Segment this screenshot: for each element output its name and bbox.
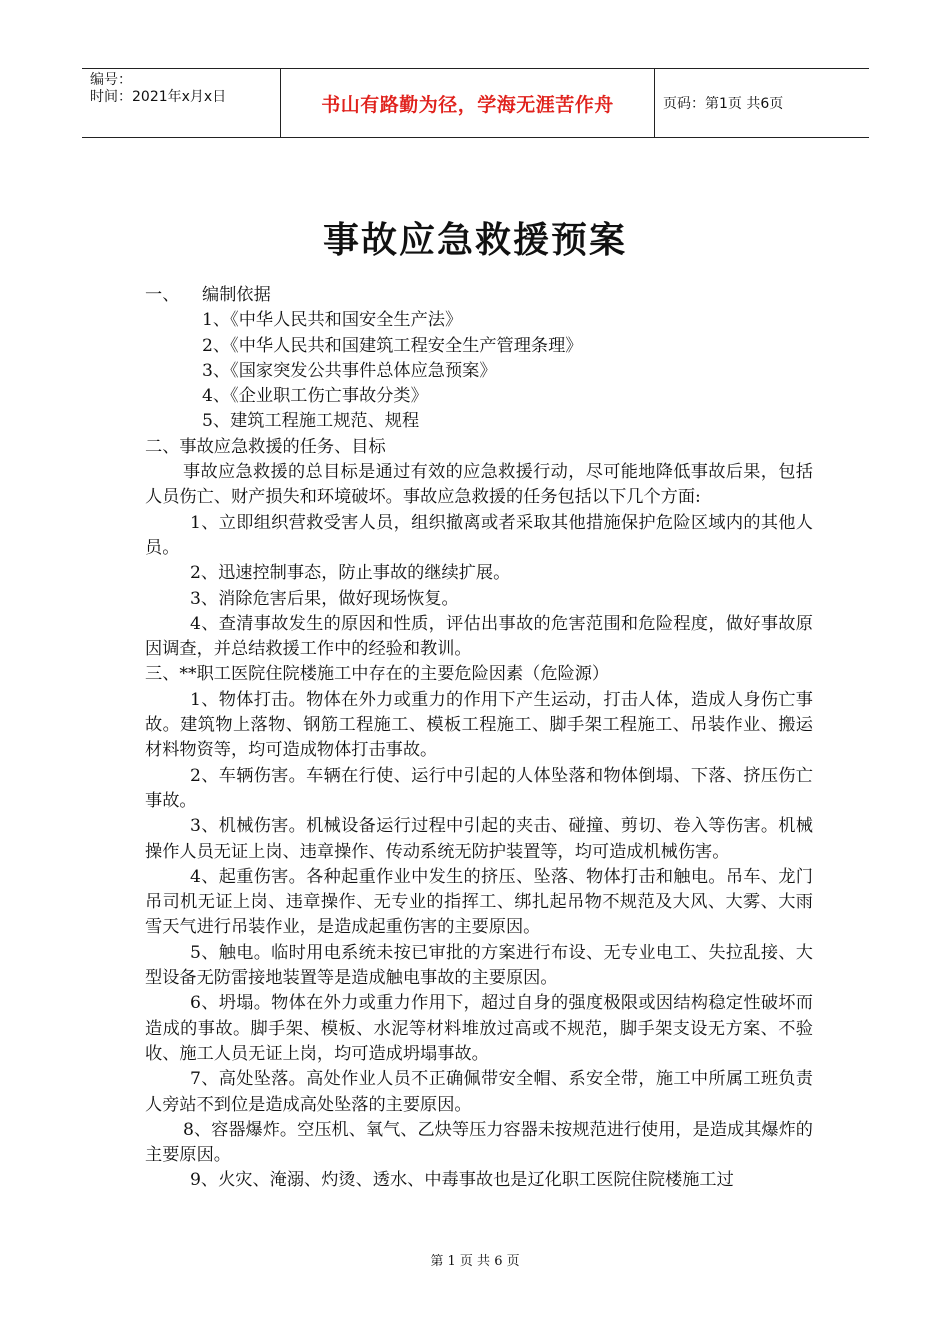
list-item: 5、触电。临时用电系统未按已审批的方案进行布设、无专业电工、失拉乱接、大型设备无防雷接地装置等是造成触电事故的主要原因。: [145, 942, 813, 989]
header-table: [82, 68, 869, 138]
page-footer: 第 1 页 共 6 页: [430, 1254, 520, 1269]
header-page-info: 页码：第1页 共6页: [663, 96, 784, 112]
section-heading: 一、 编制依据: [145, 285, 271, 305]
list-item: 1、物体打击。物体在外力或重力的作用下产生运动，打击人体，造成人身伤亡事故。建筑物上落物、钢筋工程施工、模板工程施工、脚手架工程施工、吊装作业、搬运材料物资等，均可造成物体打击事故。: [145, 689, 813, 761]
list-item: 8、容器爆炸。空压机、氧气、乙炔等压力容器未按规范进行使用，是造成其爆炸的主要原因。: [145, 1119, 813, 1166]
list-item: 9、火灾、淹溺、灼烫、透水、中毒事故也是辽化职工医院住院楼施工过: [190, 1170, 734, 1191]
document-body: [145, 283, 813, 1194]
section-heading: 二、事故应急救援的任务、目标: [145, 436, 386, 457]
list-item: 2、迅速控制事态，防止事故的继续扩展。: [190, 563, 511, 584]
list-item: 4、起重伤害。各种起重作业中发生的挤压、坠落、物体打击和触电。吊车、龙门吊司机无证上岗、违章操作、无专业的指挥工、绑扎起吊物不规范及大风、大雾、大雨雪天气进行吊装作业，是造成起重伤害的主要原因。: [145, 866, 813, 938]
list-item: 1、立即组织营救受害人员，组织撤离或者采取其他措施保护危险区域内的其他人员。: [145, 512, 813, 558]
header-motto: 书山有路勤为径，学海无涯苦作舟: [281, 69, 655, 137]
list-item: 2、《中华人民共和国建筑工程安全生产管理条理》: [202, 335, 583, 356]
list-item: 1、《中华人民共和国安全生产法》: [202, 310, 463, 331]
list-item: 3、消除危害后果，做好现场恢复。: [190, 588, 459, 609]
list-item: 3、机械伤害。机械设备运行过程中引起的夹击、碰撞、剪切、卷入等伤害。机械操作人员无证上岗、违章操作、传动系统无防护装置等，均可造成机械伤害。: [145, 816, 813, 862]
list-item: 6、坍塌。物体在外力或重力作用下，超过自身的强度极限或因结构稳定性破坏而造成的事故。脚手架、模板、水泥等材料堆放过高或不规范，脚手架支设无方案、不验收、施工人员无证上岗，均可造成坍塌事故。: [145, 993, 813, 1064]
section-heading: 三、**职工医院住院楼施工中存在的主要危险因素（危险源）: [145, 664, 610, 685]
list-item: 7、高处坠落。高处作业人员不正确佩带安全帽、系安全带，施工中所属工班负责人旁站不到位是造成高处坠落的主要原因。: [145, 1069, 813, 1115]
header-meta: [82, 69, 281, 137]
list-item: 4、《企业职工伤亡事故分类》: [202, 386, 428, 407]
document-title: 事故应急救援预案: [322, 220, 627, 261]
document-number: 编号：: [90, 72, 132, 88]
paragraph: 事故应急救援的总目标是通过有效的应急救援行动，尽可能地降低事故后果，包括人员伤亡、财产损失和环境破坏。事故应急救援的任务包括以下几个方面:: [145, 462, 813, 508]
document-date: 时间：2021年x月x日: [90, 89, 227, 105]
list-item: 2、车辆伤害。车辆在行使、运行中引起的人体坠落和物体倒塌、下落、挤压伤亡事故。: [145, 765, 813, 811]
list-item: 4、查清事故发生的原因和性质，评估出事故的危害范围和危险程度，做好事故原因调查，并总结救援工作中的经验和教训。: [145, 613, 813, 660]
list-item: 3、《国家突发公共事件总体应急预案》: [202, 360, 497, 381]
list-item: 5、建筑工程施工规范、规程: [202, 411, 420, 432]
